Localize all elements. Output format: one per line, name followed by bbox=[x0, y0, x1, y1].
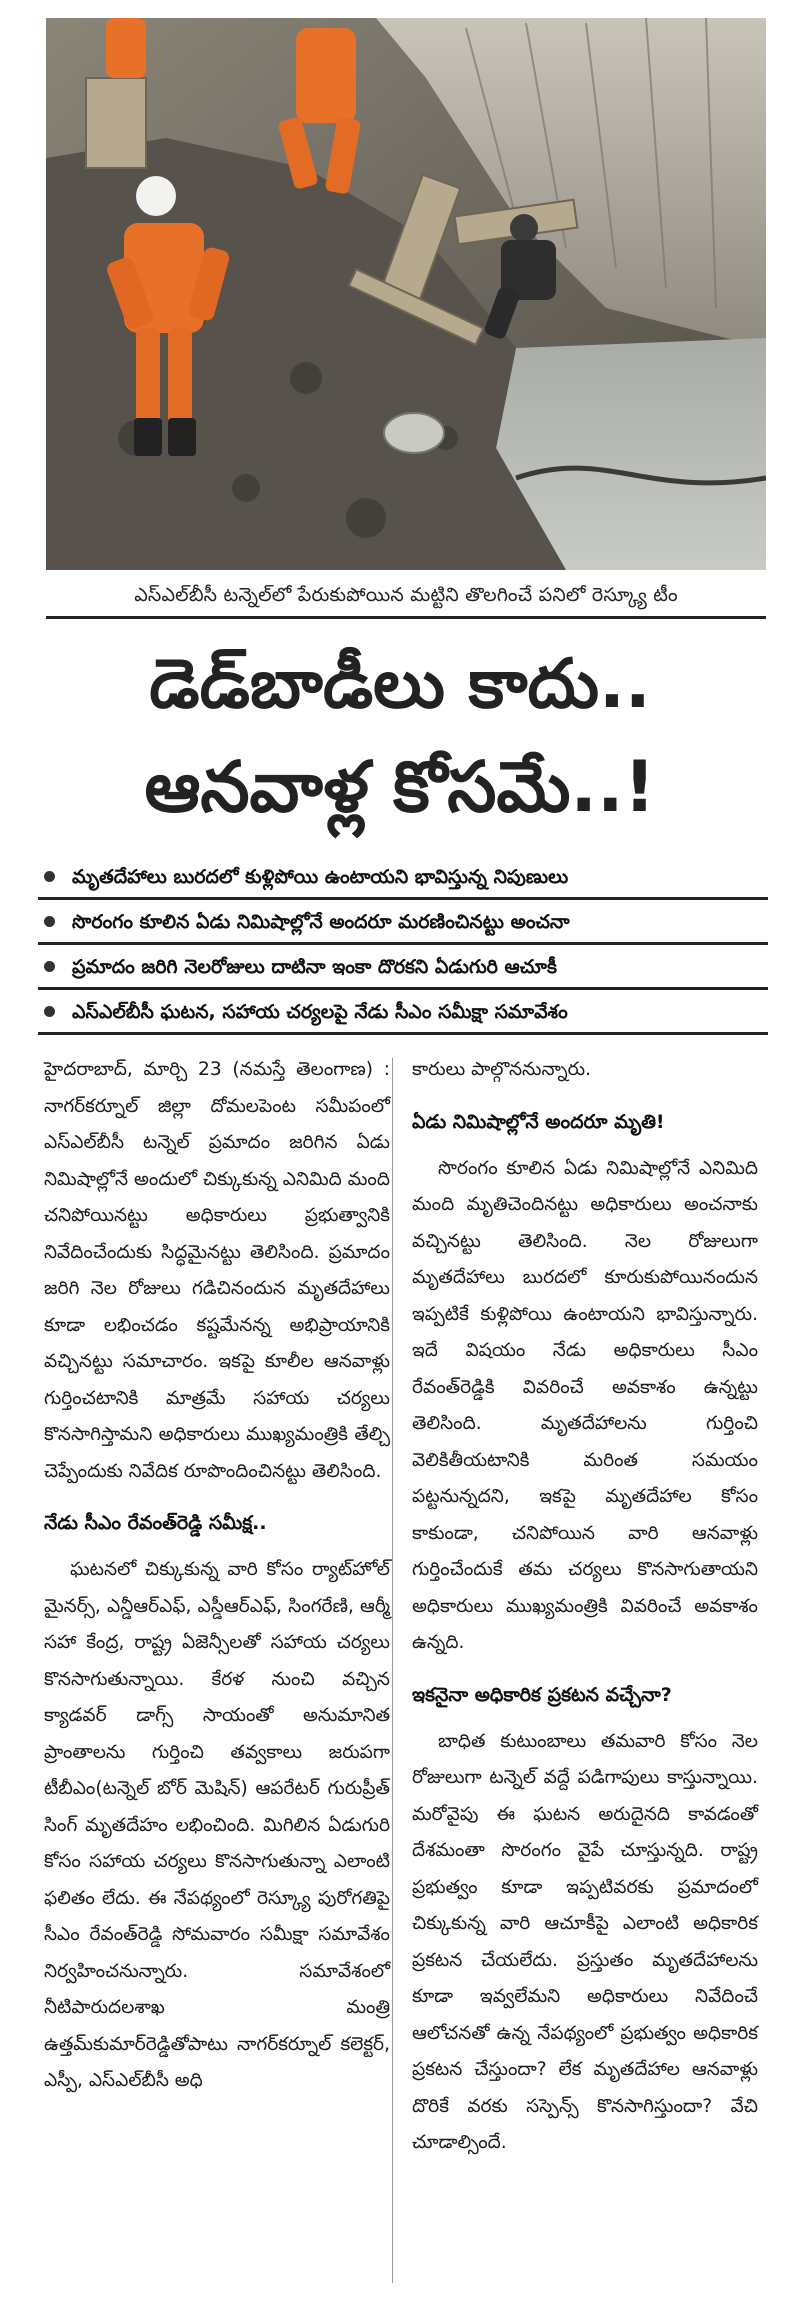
bullet-dot-icon bbox=[44, 961, 55, 972]
bullet-dot-icon bbox=[44, 1006, 55, 1017]
subheading: ఏడు నిమిషాల్లోనే అందరూ మృతి! bbox=[412, 1110, 665, 1133]
article-column-right bbox=[412, 1052, 758, 2172]
article-paragraph: సొరంగం కూలిన ఏడు నిమిషాల్లోనే ఎనిమిది మంది మృతిచెందినట్టు అధికారులు అంచనాకు వచ్చినట్టు తెలిసింది. నెల రోజులుగా మృతదేహాలు బురదలో కూరుకుపోయినందున ఇప్పటికే కుళ్లిపోయి ఉంటాయని భావిస్తున్నారు. ఇదే విషయం నేడు అధికారులు సీఎం రేవంత్‌రెడ్డికి వివరించే అవకాశం ఉన్నట్టు తెలిసింది. మృతదేహాలను గుర్తించి వెలికితీయటానికి మరింత సమయం పట్టనున్నదని, ఇకపై మృతదేహాల కోసం కాకుండా, చనిపోయిన వారి ఆనవాళ్లు గుర్తించేందుకే తమ చర్యలు కొనసాగుతాయని అధికారులు ముఖ్యమంత్రికి వివరించే అవకాశం ఉన్నది. bbox=[412, 1157, 758, 1653]
bullet-text: సొరంగం కూలిన ఏడు నిమిషాల్లోనే అందరూ మరణించినట్టు అంచనా bbox=[72, 911, 570, 933]
highlight-bullet bbox=[38, 855, 768, 900]
article-column-left bbox=[44, 1052, 390, 2110]
rescue-photo-illustration bbox=[46, 18, 766, 570]
article-paragraph: హైదరాబాద్, మార్చి 23 (నమస్తే తెలంగాణ) : నాగర్‌కర్నూల్ జిల్లా దోమలపెంట సమీపంలో ఎస్ఎల్‌బీసీ టన్నెల్ ప్రమాదం జరిగిన ఏడు నిమిషాల్లోనే అందులో చిక్కుకున్న ఎనిమిది మంది చనిపోయినట్టు అధికారులు ప్రభుత్వానికి నివేదించేందుకు సిద్ధమైనట్టు తెలిసింది. ప్రమాదం జరిగి నెల రోజులు గడిచినందున మృతదేహాలు కూడా లభించడం కష్టమేనన్న అభిప్రాయానికి వచ్చినట్టు సమాచారం. ఇకపై కూలీల ఆనవాళ్లు గుర్తించటానికి మాత్రమే సహాయ చర్యలు కొనసాగిస్తామని అధికారులు ముఖ్యమంత్రికి తేల్చి చెప్పేందుకు నివేదిక రూపొందించినట్టు తెలిసింది. bbox=[44, 1059, 390, 1482]
subheading: ఇకనైనా అధికారిక ప్రకటన వచ్చేనా? bbox=[412, 1683, 672, 1706]
highlight-bullet bbox=[38, 900, 768, 945]
highlight-bullet bbox=[38, 945, 768, 990]
headline-line-1: డెడ్‌బాడీలు కాదు.. bbox=[149, 645, 651, 724]
rescue-photo bbox=[46, 18, 766, 570]
column-divider bbox=[392, 1058, 393, 2283]
subheading: నేడు సీఎం రేవంత్‌రెడ్డి సమీక్ష.. bbox=[44, 1512, 267, 1534]
bullet-text: మృతదేహాలు బురదలో కుళ్లిపోయి ఉంటాయని భావిస్తున్న నిపుణులు bbox=[72, 866, 569, 888]
highlight-bullet bbox=[38, 990, 768, 1035]
headline-line-2: ఆనవాళ్ల కోసమే..! bbox=[144, 746, 656, 828]
bullet-text: ఎస్ఎల్‌బీసీ ఘటన, సహాయ చర్యలపై నేడు సీఎం సమీక్షా సమావేశం bbox=[72, 1001, 568, 1023]
bullet-dot-icon bbox=[44, 871, 55, 882]
bullet-text: ప్రమాదం జరిగి నెలరోజులు దాటినా ఇంకా దొరకని ఏడుగురి ఆచూకీ bbox=[72, 956, 557, 978]
highlight-bullets bbox=[38, 855, 768, 1035]
article-paragraph: కారులు పాల్గొననున్నారు. bbox=[412, 1059, 591, 1080]
article-paragraph: ఘటనలో చిక్కుకున్న వారి కోసం ర్యాట్‌హోల్ మైనర్స్, ఎన్డీఆర్ఎఫ్, ఎస్డీఆర్ఎఫ్, సింగరేణి, ఆర్మీ సహా కేంద్ర, రాష్ట్ర ఏజెన్సీలతో సహాయ చర్యలు కొనసాగుతున్నాయి. కేరళ నుంచి వచ్చిన క్యాడవర్ డాగ్స్ సాయంతో అనుమానిత ప్రాంతాలను గుర్తించి తవ్వకాలు జరుపగా టీబీఎం(టన్నెల్ బోర్ మెషిన్) ఆపరేటర్ గురుప్రీత్ సింగ్ మృతదేహం లభించింది. మిగిలిన ఏడుగురి కోసం సహాయ చర్యలు కొనసాగుతున్నా ఎలాంటి ఫలితం లేదు. ఈ నేపథ్యంలో రెస్క్యూ పురోగతిపై సీఎం రేవంత్‌రెడ్డి సోమవారం సమీక్షా సమావేశం నిర్వహించనున్నారు. సమావేశంలో నీటిపారుదలశాఖ మంత్రి ఉత్తమ్‌కుమార్‌రెడ్డితోపాటు నాగర్‌కర్నూల్ కలెక్టర్, ఎస్పీ, ఎస్ఎల్‌బీసీ అధి bbox=[44, 1559, 390, 2091]
headline bbox=[30, 635, 770, 840]
photo-caption: ఎస్ఎల్‌బీసీ టన్నెల్‌లో పేరుకుపోయిన మట్టిని తొలగించే పనిలో రెస్క్యూ టీం bbox=[46, 574, 766, 619]
bullet-dot-icon bbox=[44, 916, 55, 927]
article-paragraph: బాధిత కుటుంబాలు తమవారి కోసం నెల రోజులుగా టన్నెల్ వద్దే పడిగాపులు కాస్తున్నాయి. మరోవైపు ఈ ఘటన అరుదైనది కావడంతో దేశమంతా సొరంగం వైపే చూస్తున్నది. రాష్ట్ర ప్రభుత్వం కూడా ఇప్పటివరకు ప్రమాదంలో చిక్కుకున్న వారి ఆచూకీపై ఎలాంటి అధికారిక ప్రకటన చేయలేదు. ప్రస్తుతం మృతదేహాలను కూడా ఇవ్వలేమని అధికారులు నివేదించే ఆలోచనతో ఉన్న నేపథ్యంలో ప్రభుత్వం అధికారిక ప్రకటన చేస్తుందా? లేక మృతదేహాల ఆనవాళ్లు దొరికే వరకు సస్పెన్స్ కొనసాగిస్తుందా? వేచి చూడాల్సిందే. bbox=[412, 1730, 758, 2153]
